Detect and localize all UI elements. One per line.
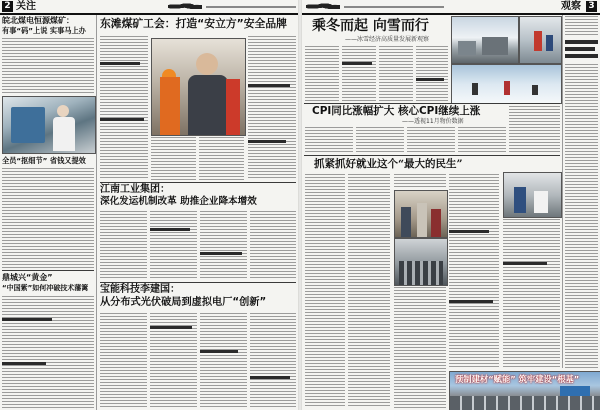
skater-shape — [504, 81, 510, 95]
subheading-bar — [2, 318, 52, 321]
person-head-shape — [196, 53, 218, 75]
photo-skiers — [519, 16, 562, 64]
sidebar-headline-bar — [565, 54, 598, 58]
photo-job-fair — [394, 190, 448, 238]
building-shape — [482, 37, 508, 55]
column-rule — [562, 15, 563, 368]
masthead-logo — [168, 2, 202, 11]
date-line — [344, 6, 444, 8]
article-body-text — [416, 46, 448, 102]
person-head-shape — [57, 105, 69, 117]
masthead-logo — [306, 2, 340, 11]
article-body-text — [248, 36, 296, 180]
article-headline: 全员“抠细节” 省钱又提效 — [2, 156, 86, 165]
article-body-text — [151, 137, 196, 180]
article-body-text — [509, 106, 560, 153]
right-page — [302, 0, 600, 410]
article-body-text — [200, 211, 247, 279]
date-line — [206, 6, 296, 8]
skater-shape — [472, 83, 478, 95]
subheading-bar — [2, 362, 46, 365]
article-kicker: 皖北煤电恒源煤矿： — [2, 16, 74, 25]
crane-shape — [560, 386, 590, 396]
subheading-bar — [449, 300, 493, 303]
worker-shape — [160, 77, 180, 135]
person-shape — [417, 203, 427, 237]
subheading-bar — [248, 140, 286, 143]
article-body-text — [100, 211, 147, 279]
article-headline: 从分布式光伏破局到虚拟电厂“创新” — [100, 297, 267, 308]
subheading-bar — [503, 262, 547, 265]
sidebar-body-text — [565, 64, 598, 368]
hardhat-shape — [162, 69, 176, 77]
photo-snow-town — [451, 16, 519, 64]
skier-shape — [546, 35, 553, 51]
article-divider — [304, 103, 560, 104]
section-name: 观察 — [561, 1, 581, 12]
person-shape — [534, 191, 548, 213]
article-headline: “中国紫”如何冲破技术藩篱 — [2, 284, 89, 292]
left-page — [0, 0, 298, 410]
article-body-text — [150, 211, 197, 279]
subheading-bar — [150, 326, 192, 329]
crowd-shape — [399, 261, 443, 285]
article-body-text — [2, 38, 94, 94]
photo-training — [503, 172, 562, 218]
article-subtitle: ——冰雪经济高质量发展新观察 — [345, 36, 430, 43]
subheading-bar — [342, 62, 372, 65]
machine-shape — [11, 107, 45, 143]
subheading-bar — [200, 350, 238, 353]
article-kicker: 鼎城兴“黄金” — [2, 273, 53, 282]
photo-miners-union — [151, 38, 246, 136]
subheading-bar — [449, 230, 489, 233]
article-body-text — [342, 46, 376, 102]
article-body-text — [199, 137, 244, 180]
section-name: 关注 — [16, 1, 36, 12]
article-subtitle: ——透视11月物价数据 — [402, 118, 464, 125]
article-body-text — [503, 219, 560, 368]
article-body-text — [394, 174, 446, 188]
person-body-shape — [188, 75, 228, 135]
subheading-bar — [248, 84, 290, 87]
person-shape — [431, 209, 441, 237]
worker-shape — [226, 79, 240, 135]
article-body-text — [305, 46, 339, 102]
sidebar-headline-bar — [565, 47, 595, 51]
subheading-bar — [100, 118, 144, 121]
article-body-text — [2, 296, 94, 408]
article-body-text — [305, 174, 345, 408]
factory-roofs-shape — [450, 396, 600, 410]
person-body-shape — [53, 117, 75, 151]
article-headline: 有事“码”上说 实事马上办 — [2, 26, 86, 35]
skier-shape — [534, 31, 542, 51]
article-divider — [100, 282, 296, 283]
article-body-text — [2, 168, 94, 268]
sidebar-body-text — [565, 16, 598, 36]
article-body-text — [250, 211, 296, 279]
article-body-text — [394, 287, 446, 408]
photo-crowd — [394, 238, 448, 286]
article-body-text — [449, 174, 499, 368]
subheading-bar — [416, 78, 444, 81]
column-rule — [96, 15, 97, 410]
section-number-badge: 2 — [2, 1, 13, 12]
article-body-text — [458, 127, 506, 153]
article-body-text — [200, 313, 247, 408]
person-shape — [514, 187, 526, 213]
article-kicker: 宝能科技李建国： — [100, 284, 180, 295]
article-headline: 东滩煤矿工会：打造“安立方”安全品牌 — [100, 17, 287, 30]
article-body-text — [100, 36, 148, 180]
article-divider — [304, 155, 560, 156]
article-body-text — [348, 174, 390, 408]
article-divider — [100, 182, 296, 183]
header-rule — [302, 13, 600, 15]
header-rule — [0, 13, 298, 15]
article-body-text — [379, 46, 413, 102]
photo-worker-at-machine — [2, 96, 96, 154]
building-shape — [458, 41, 476, 55]
photo-ice-rink — [451, 64, 562, 104]
article-headline: 深化发运机制改革 助推企业降本增效 — [100, 196, 257, 207]
banner-headline: 预制建材“赋能” 筑牢建设“根基” — [455, 374, 580, 384]
skater-shape — [532, 85, 538, 95]
article-body-text — [305, 127, 353, 153]
article-headline: 乘冬而起 向雪而行 — [312, 18, 429, 34]
subheading-bar — [200, 252, 242, 255]
section-number-badge: 3 — [586, 1, 597, 12]
article-body-text — [100, 313, 147, 408]
article-kicker: 江南工业集团： — [100, 184, 170, 195]
article-body-text — [250, 313, 296, 408]
article-body-text — [356, 127, 404, 153]
article-headline: CPI同比涨幅扩大 核心CPI继续上涨 — [312, 105, 481, 117]
subheading-bar — [250, 376, 290, 379]
subheading-bar — [150, 228, 190, 231]
subheading-bar — [100, 62, 140, 65]
article-body-text — [407, 127, 455, 153]
person-shape — [401, 207, 411, 237]
article-divider — [2, 270, 94, 271]
sidebar-headline-bar — [565, 40, 598, 44]
article-headline: 抓紧抓好就业这个“最大的民生” — [314, 158, 463, 170]
